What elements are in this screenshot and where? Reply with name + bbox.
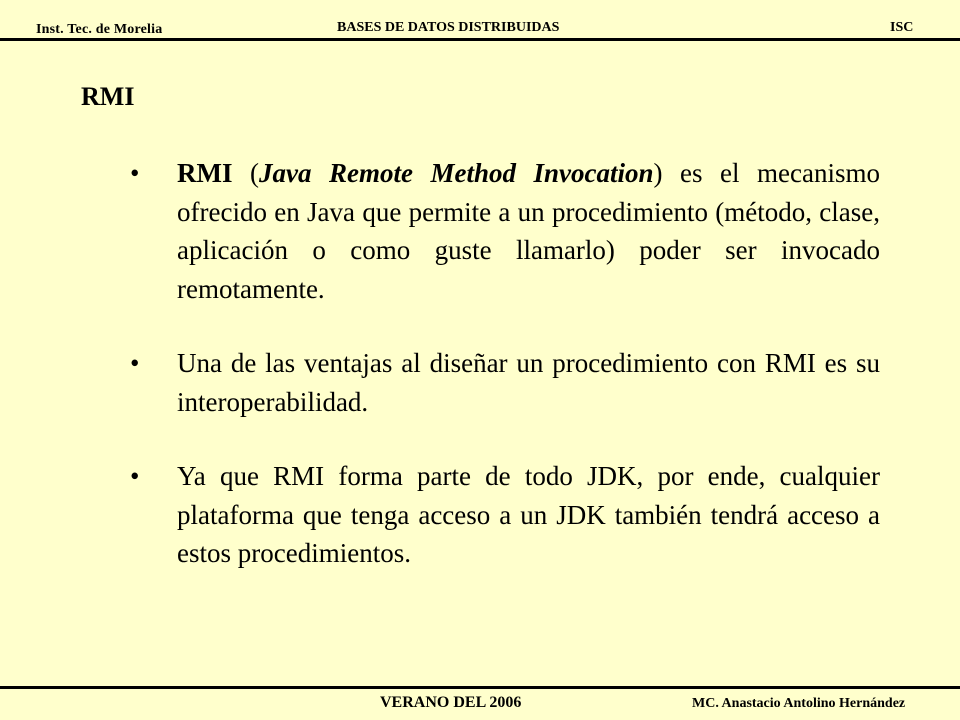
bullet-lead-term: RMI bbox=[177, 158, 233, 188]
bullet-text: Una de las ventajas al diseñar un procedimiento con RMI es su interoperabilidad. bbox=[177, 348, 880, 417]
footer-term: VERANO DEL 2006 bbox=[380, 694, 522, 711]
bullet-emphasis-term: Java Remote Method Invocation bbox=[259, 158, 654, 188]
footer-author: MC. Anastacio Antolino Hernández bbox=[692, 696, 906, 711]
bullet-list bbox=[130, 154, 880, 573]
bullet-item-jdk bbox=[130, 457, 880, 573]
header-course-title: BASES DE DATOS DISTRIBUIDAS bbox=[337, 20, 560, 35]
bullet-paren-open: ( bbox=[232, 158, 260, 188]
bullet-dot-icon: • bbox=[130, 348, 140, 378]
bullet-item-rmi-definition bbox=[130, 154, 880, 308]
bullet-dot-icon: • bbox=[130, 158, 140, 188]
bullet-dot-icon: • bbox=[130, 461, 140, 491]
header-divider bbox=[0, 38, 960, 41]
bullet-text: Ya que RMI forma parte de todo JDK, por ende, cualquier plataforma que tenga acceso a un JDK también tendrá acceso a estos procedimientos. bbox=[177, 461, 880, 568]
header-institution: Inst. Tec. de Morelia bbox=[36, 22, 163, 37]
bullet-text: ) es el mecanismo ofrecido en Java que permite a un procedimiento (método, clase, aplicación o como guste llamarlo) poder ser invocado remotamente. bbox=[177, 158, 881, 304]
footer-divider bbox=[0, 686, 960, 689]
header-program: ISC bbox=[890, 20, 914, 35]
bullet-item-interoperability bbox=[130, 344, 880, 421]
slide-title: RMI bbox=[81, 82, 135, 111]
